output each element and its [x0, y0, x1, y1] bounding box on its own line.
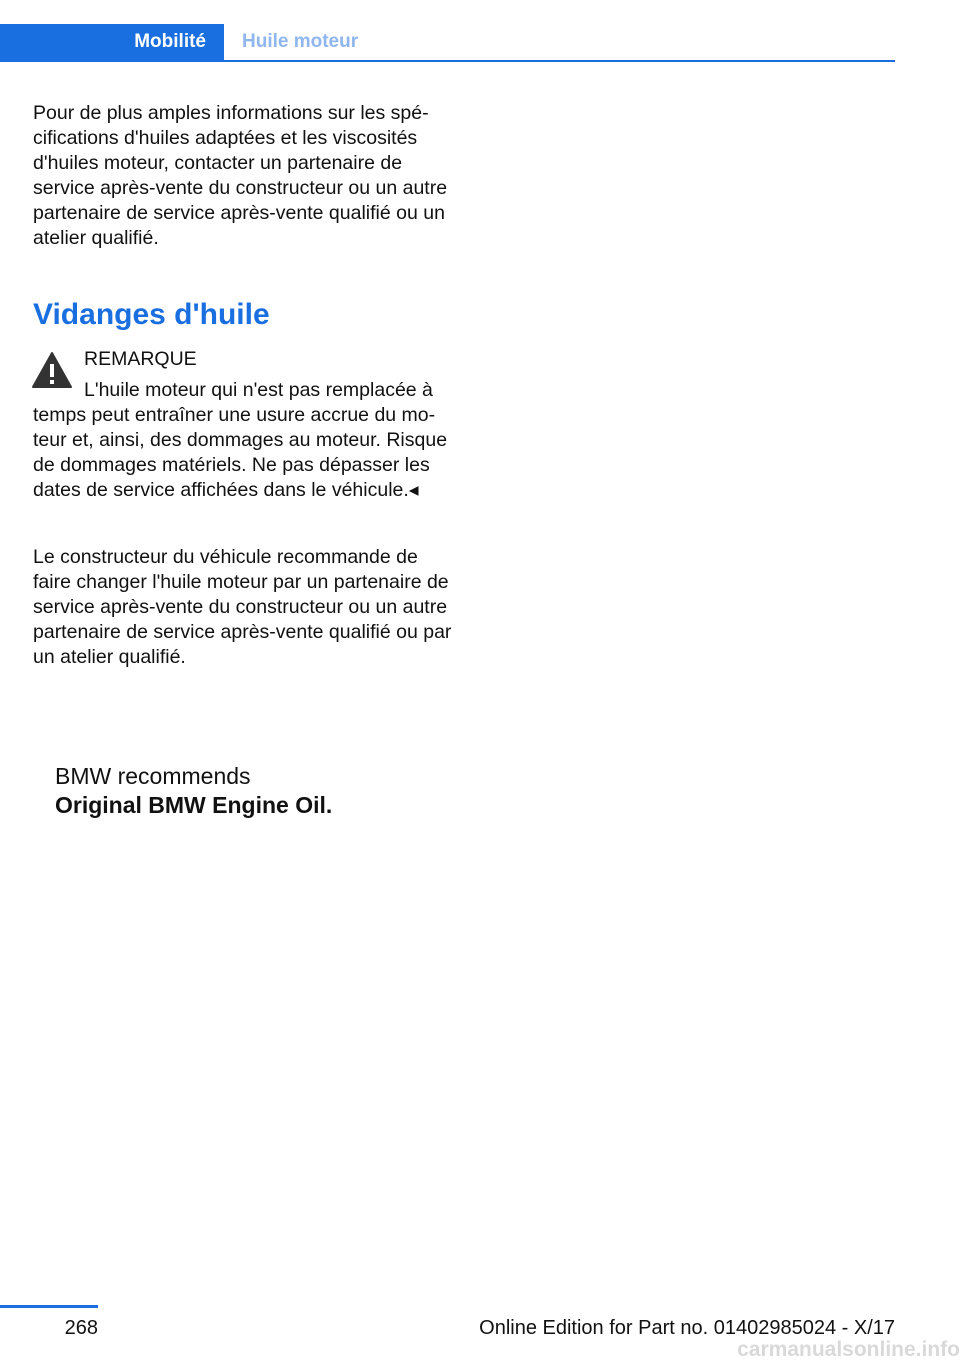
promo-line-2: Original BMW Engine Oil. [55, 792, 333, 818]
notice-label: REMARQUE [84, 348, 197, 370]
intro-paragraph: Pour de plus amples informations sur les spécifications d'huiles adaptées et les viscosités d'huiles moteur, contacter un partenaire de service après-vente du constructeur ou un autre partenaire de service après-vente qualifié ou un atelier qualifié. [33, 102, 448, 249]
promo-line-1: BMW recommends [55, 763, 251, 789]
footer-rule [0, 1305, 98, 1308]
notice-text: L'huile moteur qui n'est pas remplacée à temps peut entraîner une usure accrue du moteur et, ainsi, des dommages au moteur. Risque de dommages matériels. Ne pas dépasser les dates de service affichées dans le véhicule.◂ [33, 379, 448, 501]
recommendation-paragraph: Le constructeur du véhicule recommande de faire changer l'huile moteur par un partenaire de service après-vente du constructeur ou un autre partenaire de service après-vente qualifié ou par un atelier qualifié. [33, 546, 452, 668]
oil-recommendation-logo [55, 762, 332, 820]
edition-note: Online Edition for Part no. 01402985024 - X/17 [479, 1317, 895, 1339]
watermark: carmanualsonline.info [737, 1338, 960, 1361]
page-number: 268 [64, 1317, 98, 1339]
tab-underline [0, 60, 895, 62]
tab-huile-moteur[interactable]: Huile moteur [242, 31, 359, 52]
section-title: Vidanges d'huile [33, 298, 270, 331]
tab-mobilite[interactable]: Mobilité [0, 24, 224, 60]
chapter-tabs [0, 24, 895, 62]
